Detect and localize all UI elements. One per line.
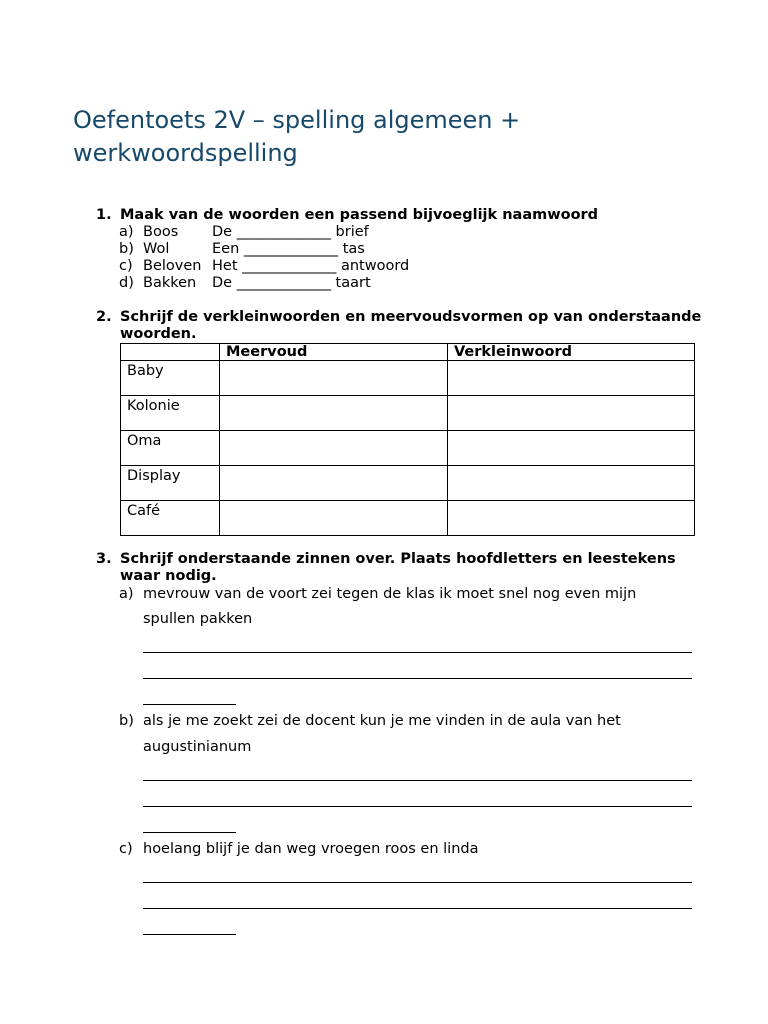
q1-item-b-label: b): [119, 241, 134, 257]
q1-item-b-sentence: Een _____________ tas: [212, 241, 365, 257]
q1-item-d-label: d): [119, 275, 134, 291]
answer-cell-meervoud[interactable]: [220, 396, 448, 431]
table-row: [121, 396, 695, 431]
table-header-verkleinwoord: Verkleinwoord: [448, 344, 695, 361]
question-3-text: Schrijf onderstaande zinnen over. Plaats hoofdletters en leestekens waar nodig.: [120, 551, 676, 584]
answer-line[interactable]: [143, 806, 692, 807]
table-header-meervoud: Meervoud: [220, 344, 448, 361]
answer-line[interactable]: [143, 882, 692, 883]
answer-line[interactable]: [143, 832, 236, 833]
q3-item-b-sentence-line2: augustinianum: [143, 739, 252, 755]
q3-item-c-sentence-line1: hoelang blijf je dan weg vroegen roos en linda: [143, 841, 479, 857]
table-row: [121, 466, 695, 501]
answer-cell-verkleinwoord[interactable]: [448, 466, 695, 501]
answer-line[interactable]: [143, 678, 692, 679]
table-row-word: Kolonie: [121, 396, 220, 431]
table-row: [121, 431, 695, 466]
q1-item-c-word: Beloven: [143, 258, 202, 274]
question-1-text: Maak van de woorden een passend bijvoeglijk naamwoord: [120, 207, 599, 223]
answer-cell-meervoud[interactable]: [220, 431, 448, 466]
q1-item-d-sentence: De _____________ taart: [212, 275, 371, 291]
q1-item-b-word: Wol: [143, 241, 170, 257]
q1-item-d-word: Bakken: [143, 275, 197, 291]
question-1-number: 1.: [96, 207, 112, 223]
q1-item-a-label: a): [119, 224, 134, 240]
q3-item-b-label: b): [119, 713, 134, 729]
table-row-word: Display: [121, 466, 220, 501]
answer-cell-verkleinwoord[interactable]: [448, 501, 695, 536]
answer-cell-verkleinwoord[interactable]: [448, 396, 695, 431]
q1-item-a-sentence: De _____________ brief: [212, 224, 369, 240]
table-row: [121, 501, 695, 536]
question-2-number: 2.: [96, 309, 112, 325]
q3-item-a-label: a): [119, 586, 134, 602]
answer-line[interactable]: [143, 704, 236, 705]
q3-item-a-sentence-line2: spullen pakken: [143, 611, 253, 627]
answer-cell-verkleinwoord[interactable]: [448, 361, 695, 396]
q3-item-b-sentence-line1: als je me zoekt zei de docent kun je me vinden in de aula van het: [143, 713, 621, 729]
answer-cell-meervoud[interactable]: [220, 361, 448, 396]
q1-item-c-sentence: Het _____________ antwoord: [212, 258, 410, 274]
answer-line[interactable]: [143, 652, 692, 653]
table-row: [121, 361, 695, 396]
answer-line[interactable]: [143, 908, 692, 909]
table-header-row: [121, 344, 695, 361]
question-2-text: Schrijf de verkleinwoorden en meervoudsvormen op van onderstaande woorden.: [120, 309, 702, 342]
question-3-number: 3.: [96, 551, 112, 567]
plural-diminutive-table: [120, 343, 695, 536]
table-row-word: Café: [121, 501, 220, 536]
page-title: Oefentoets 2V – spelling algemeen + werkwoordspelling: [73, 106, 521, 167]
q3-item-c-label: c): [119, 841, 133, 857]
table-row-word: Baby: [121, 361, 220, 396]
answer-line[interactable]: [143, 780, 692, 781]
answer-cell-meervoud[interactable]: [220, 501, 448, 536]
answer-cell-verkleinwoord[interactable]: [448, 431, 695, 466]
table-row-word: Oma: [121, 431, 220, 466]
answer-line[interactable]: [143, 934, 236, 935]
q1-item-a-word: Boos: [143, 224, 179, 240]
q1-item-c-label: c): [119, 258, 133, 274]
table-header-word: [121, 344, 220, 361]
q3-item-a-sentence-line1: mevrouw van de voort zei tegen de klas ik moet snel nog even mijn: [143, 586, 637, 602]
answer-cell-meervoud[interactable]: [220, 466, 448, 501]
